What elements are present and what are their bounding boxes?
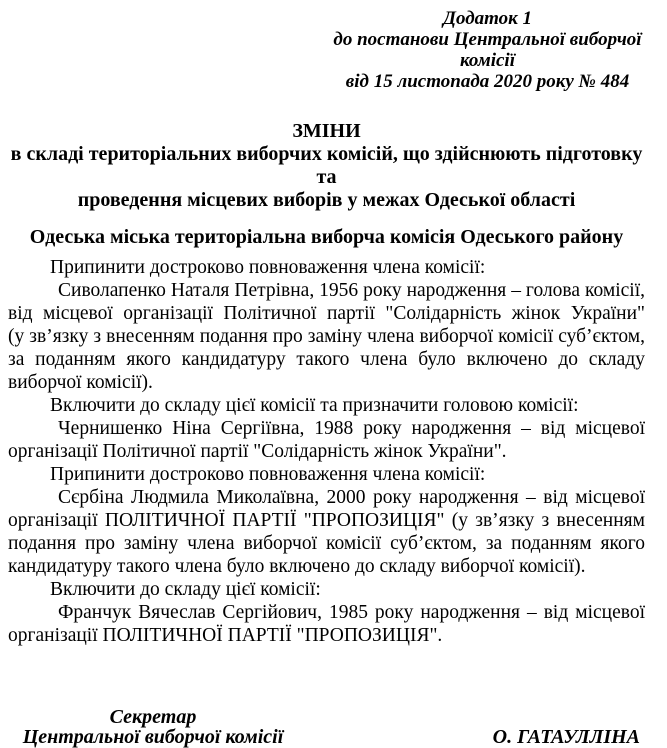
document-page	[0, 8, 667, 748]
commission-title: Одеська міська територіальна виборча комісія Одеського району	[29, 226, 624, 248]
paragraph	[8, 394, 645, 417]
text-line: Додаток 1	[442, 8, 533, 29]
document-title: ЗМІНИ	[292, 120, 361, 142]
paragraph-line: Припинити достроково повноваження члена комісії:	[50, 257, 486, 278]
paragraph	[8, 601, 645, 647]
text-line: в складі територіальних виборчих комісій, що здійснюють підготовку та	[10, 143, 643, 188]
paragraph	[8, 417, 645, 463]
paragraph-line: Припинити достроково повноваження члена комісії:	[50, 464, 486, 485]
text-line: від 15 листопада 2020 року № 484	[345, 71, 630, 92]
document-subtitle	[8, 143, 645, 212]
paragraph-line: організації ПОЛІТИЧНОЇ ПАРТІЇ "ПРОПОЗИЦІЯ" (у зв’язку з внесенням	[8, 510, 645, 531]
paragraph	[8, 486, 645, 578]
document-body	[8, 256, 645, 647]
paragraph-line: виборчої комісії).	[8, 372, 153, 393]
paragraph-line: кандидатуру такого члена було включено до складу виборчої комісії).	[8, 556, 586, 577]
paragraph-line: Включити до складу цієї комісії:	[50, 579, 321, 600]
paragraph	[8, 578, 645, 601]
text-line: до постанови Центральної виборчої комісії	[333, 29, 642, 71]
paragraph-line: Сиволапенко Наталя Петрівна, 1956 року народження – голова комісії,	[58, 280, 645, 301]
paragraph	[8, 256, 645, 279]
signature-name: О. ГАТАУЛЛІНА	[492, 726, 640, 748]
text-line: Центральної виборчої комісії	[22, 726, 284, 748]
paragraph-line: організації Політичної партії "Солідарність жінок України".	[8, 441, 507, 462]
document-title-block	[8, 120, 645, 212]
paragraph-line: від місцевої організації Політичної партії "Солідарність жінок України"	[8, 303, 645, 324]
paragraph-line: за поданням якого кандидатуру такого члена було включено до складу	[8, 349, 645, 370]
paragraph-line: Сєрбіна Людмила Миколаївна, 2000 року народження – від місцевої	[58, 487, 645, 508]
signature-block	[7, 707, 640, 747]
paragraph-line: Франчук Вячеслав Сергійович, 1985 року народження – від місцевої	[58, 602, 645, 623]
paragraph	[8, 279, 645, 394]
appendix-header	[320, 8, 655, 92]
signature-role	[7, 707, 299, 747]
paragraph-line: Включити до складу цієї комісії та призначити головою комісії:	[50, 395, 579, 416]
paragraph-line: Чернишенко Ніна Сергіївна, 1988 року народження – від місцевої	[58, 418, 645, 439]
text-line: проведення місцевих виборів у межах Одеської області	[77, 189, 576, 211]
paragraph-line: організації ПОЛІТИЧНОЇ ПАРТІЇ "ПРОПОЗИЦІЯ".	[8, 625, 443, 646]
paragraph-line: (у зв’язку з внесенням подання про заміну члена виборчої комісії суб’єктом,	[8, 326, 645, 347]
paragraph	[8, 463, 645, 486]
paragraph-line: подання про заміну члена виборчої комісії суб’єктом, за поданням якого	[8, 533, 645, 554]
text-line: Секретар	[109, 706, 197, 728]
